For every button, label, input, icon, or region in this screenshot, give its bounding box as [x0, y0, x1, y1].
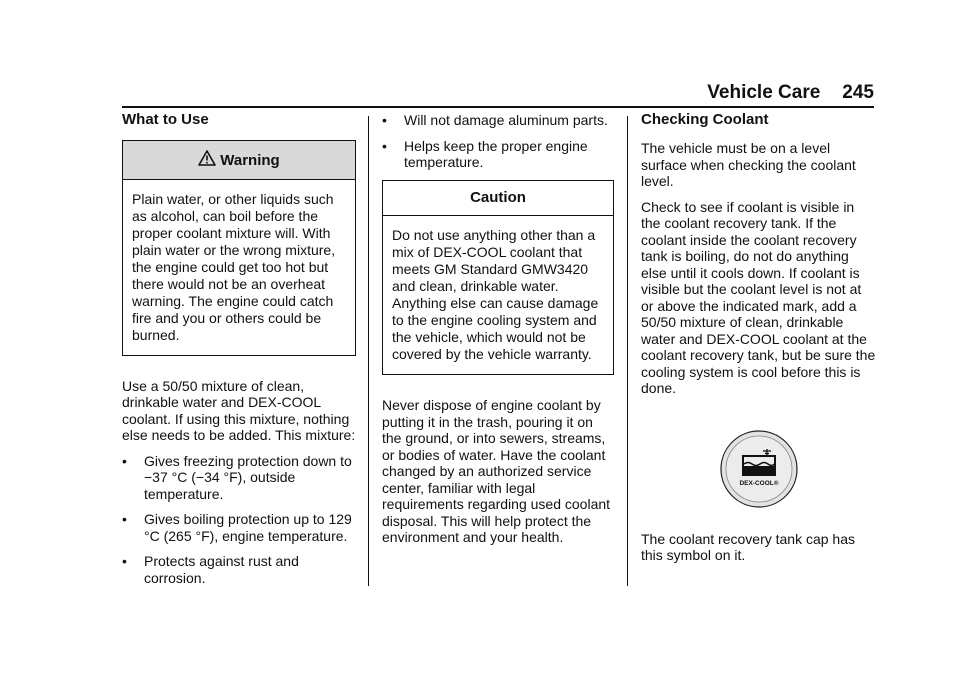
list-item: • Helps keep the proper engine temperature.	[382, 137, 588, 170]
mixture-bullet-list-cont	[382, 112, 614, 171]
column-1	[122, 112, 356, 595]
warning-icon	[198, 150, 216, 166]
mixture-paragraph: Use a 50/50 mixture of clean, drinkable water and DEX-COOL coolant. If using this mixture, nothing else needs to be added. This mixture:	[122, 377, 356, 443]
symbol-caption: The coolant recovery tank cap has this symbol on it.	[641, 530, 856, 563]
page-header	[707, 82, 874, 104]
mixture-bullet-list	[122, 453, 356, 587]
dex-cool-symbol-label: DEX-COOL®	[739, 479, 779, 487]
caution-title: Caution	[383, 181, 613, 217]
caution-body: Do not use anything other than a mix of DEX-COOL coolant that meets GM Standard GMW3420 and clean, drinkable water. Anything else can cause damage to the engine cooling system and the vehicle, which would not be covered by the vehicle warranty.	[392, 227, 599, 362]
checking-coolant-heading: Checking Coolant	[641, 111, 769, 128]
level-surface-paragraph: The vehicle must be on a level surface when checking the coolant level.	[641, 140, 856, 189]
column-divider-1	[368, 116, 369, 586]
disposal-paragraph: Never dispose of engine coolant by putting it in the trash, pouring it on the ground, or into sewers, streams, or bodies of water. Have the coolant changed by an authorized service center, familiar with legal requirements regarding used coolant disposal. This will help protect the environment and your health.	[382, 397, 611, 545]
symbol-container	[641, 429, 877, 509]
section-title: Vehicle Care	[707, 82, 821, 103]
column-2	[382, 112, 614, 555]
warning-title-text: Warning	[220, 152, 280, 169]
check-coolant-paragraph: Check to see if coolant is visible in the coolant recovery tank. If the coolant inside the coolant recovery tank is boiling, do not do anything else until it cools down. If coolant is visible but the coolant level is not at or above the indicated mark, add a 50/50 mixture of clean, drinkable water and DEX-COOL coolant at the coolant recovery tank, but be sure the cooling system is cool before this is done.	[641, 198, 876, 396]
list-item: • Will not damage aluminum parts.	[382, 112, 608, 128]
what-to-use-heading: What to Use	[122, 111, 209, 128]
header-rule	[122, 106, 874, 108]
list-item: • Gives freezing protection down to −37 °C (−34 °F), outside temperature.	[122, 452, 352, 502]
list-item: • Gives boiling protection up to 129 °C (265 °F), engine temperature.	[122, 511, 352, 544]
dex-cool-cap-symbol-icon	[719, 429, 799, 509]
column-divider-2	[627, 116, 628, 586]
page-number: 245	[842, 82, 874, 103]
list-item: • Protects against rust and corrosion.	[122, 553, 299, 586]
warning-body: Plain water, or other liquids such as alcohol, can boil before the proper coolant mixture will. With plain water or the wrong mixture, the engine could get too hot but there would not be an overheat warning. The engine could catch fire and you or others could be burned.	[132, 190, 336, 343]
warning-box	[122, 140, 356, 356]
column-3	[641, 112, 877, 573]
caution-box	[382, 180, 614, 376]
warning-title	[123, 141, 355, 180]
